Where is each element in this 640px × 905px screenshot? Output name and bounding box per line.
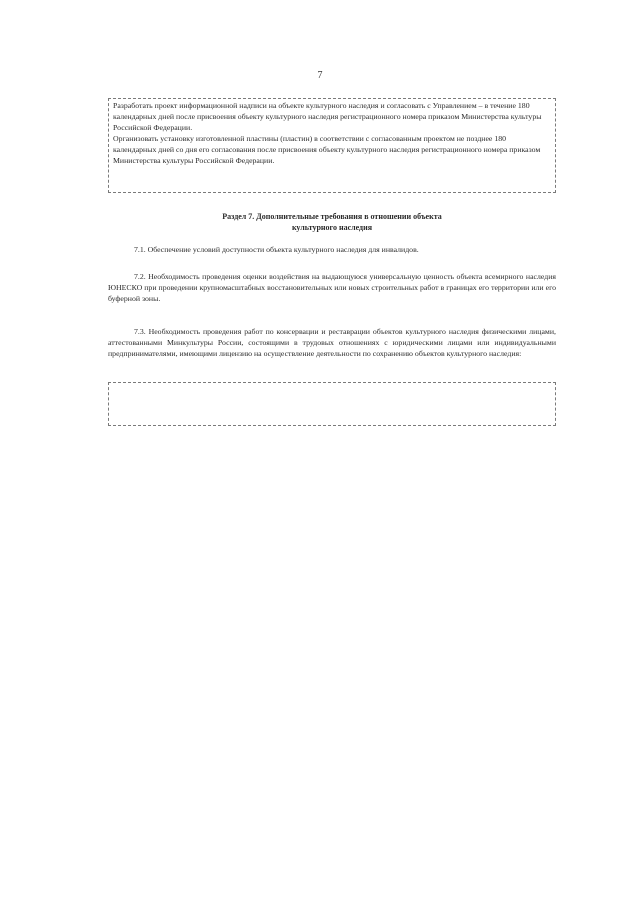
item-7-2: 7.2. Необходимость проведения оценки воздействия на выдающуюся универсальную ценность объекта всемирного наследия ЮНЕСКО при проведении крупномасштабных восстановительных или новых строительных работ в границах его территории или его буферной зоны.: [108, 272, 556, 303]
item-7-3: 7.3. Необходимость проведения работ по консервации и реставрации объектов культурного наследия физическими лицами, аттестованными Минкультуры России, состоящими в трудовых отношениях с юридическими лицами или индивидуальными предпринимателями, имеющими лицензию на осуществление деятельности по сохранению объектов культурного наследия:: [108, 327, 556, 358]
box-paragraph-1: Разработать проект информационной надписи на объекте культурного наследия и согласовать с Управлением – в течение 180 календарных дней после присвоения объекту культурного наследия регистрационного номера приказом Министерства культуры Российской Федерации.: [113, 101, 542, 132]
box-paragraph-2: Организовать установку изготовленной пластины (пластин) в соответствии с согласованным проектом не позднее 180 календарных дней со дня его согласования после присвоения объекту культурного наследия регистрационного номера приказом Министерства культуры Российской Федерации.: [113, 134, 541, 165]
section-7-title: [108, 211, 556, 233]
empty-fill-in-box: [108, 382, 556, 426]
section-title-line-1: Раздел 7. Дополнительные требования в отношении объекта: [222, 212, 442, 221]
section-title-line-2: культурного наследия: [291, 223, 373, 232]
information-plate-requirements-box: [108, 98, 556, 193]
page-number: 7: [317, 70, 323, 81]
item-7-1: 7.1. Обеспечение условий доступности объекта культурного наследия для инвалидов.: [134, 245, 419, 254]
